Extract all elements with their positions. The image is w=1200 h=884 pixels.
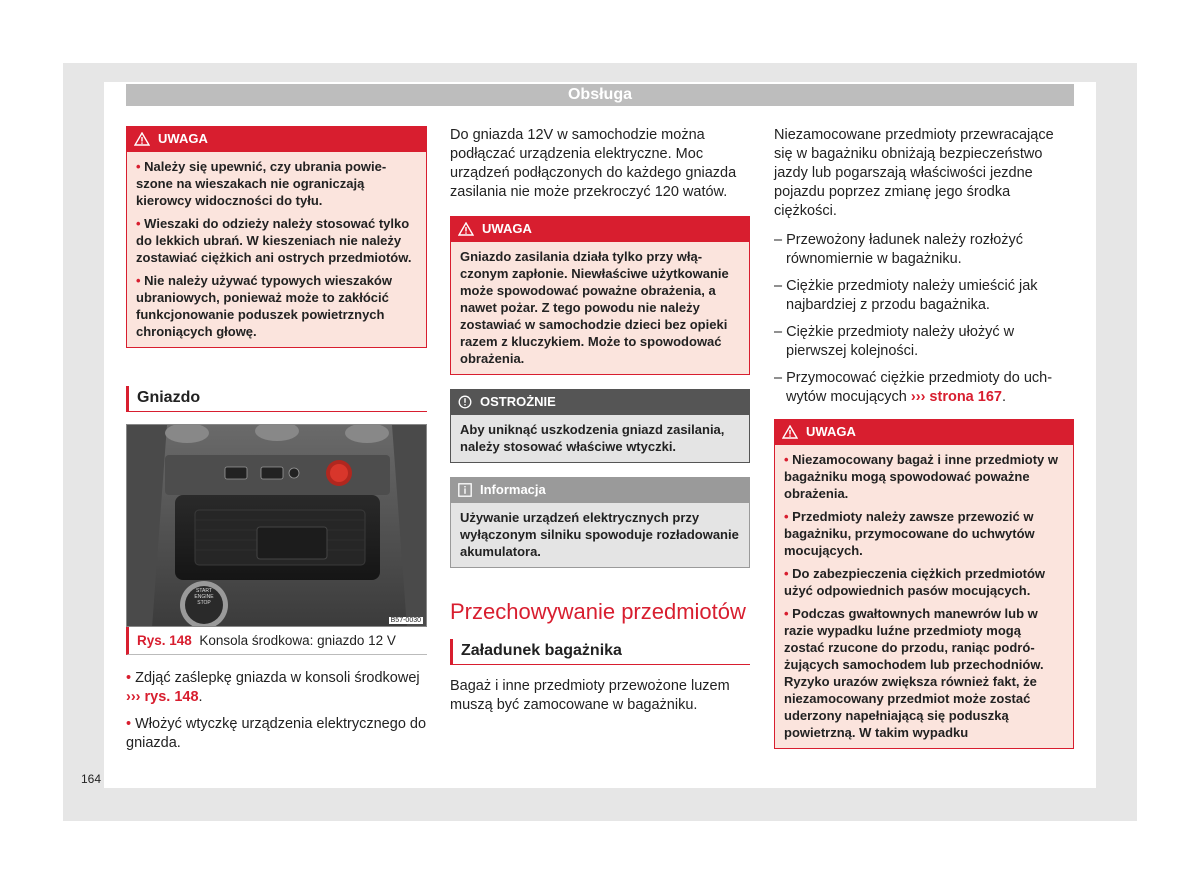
info-title: Informacja [480,482,546,497]
warning-item: • Podczas gwałtownych manewrów lub w razie wypadku luźne przedmioty mogą zostać rzucone do przodu, raniąc podróżujących samochodem lub przechodniów. Ryzyko urazów zwiększa również fakt, że niezamocowany przedmiot może zostać uderzony napełniającą się poduszką powietrzną. W takim wypadku [784,606,1044,740]
figure-caption-text: Konsola środkowa: gniazdo 12 V [199,633,396,648]
figure-console-socket: START ENGINE STOP B57-0030 [126,424,427,627]
intro-paragraph: Do gniazda 12V w samochodzie można podłączać urządzenia elektryczne. Moc urządzeń podłączonych do każdego gniazda zasilania nie może przekroczyć 120 watów. [450,127,737,200]
warning-item: • Niezamocowany bagaż i inne przedmioty w bagażniku mogą spowodować poważne obrażenia. [784,452,1059,501]
info-square-icon [458,483,472,497]
warning-item: • Do zabezpieczenia ciężkich przedmiotów użyć odpowiednich pasów mocujących. [784,566,1046,598]
body-paragraph: Bagaż i inne przedmioty przewożone luzem muszą być zamocowane w bagażniku. [450,678,730,713]
warning-item: • Nie należy używać typowych wieszaków ubraniowych, ponieważ może to zakłócić funkcjonowanie poduszek powietrznych chroniących głowę. [136,273,392,339]
warning-triangle-icon [134,132,150,146]
warning-title: UWAGA [158,131,208,146]
list-item: – Ciężkie przedmioty należy umieścić jak najbardziej z przodu bagażnika. [774,278,1038,313]
caution-text: Aby uniknąć uszkodzenia gniazd zasilania, należy stosować właściwe wtyczki. [450,415,750,463]
warning-title: UWAGA [806,424,856,439]
intro-paragraph: Niezamocowane przedmioty przewracające się w bagażniku obniżają bezpieczeństwo jazdy lub pogarszają właściwości jezdne pojazdu poprzez zmianę jego środka ciężkości. [774,127,1054,219]
warning-box [450,216,750,375]
warning-item: • Wieszaki do odzieży należy stosować tylko do lekkich ubrań. W kieszeniach nie należy zostawiać ciężkich ani ostrych przedmiotów. [136,216,412,265]
page-number: 164 [81,772,102,786]
figure-caption [126,627,427,655]
list-item: • Zdjąć zaślepkę gniazda w konsoli środkowej ››› rys. 148. [126,670,420,705]
info-text: Używanie urządzeń elektrycznych przy wyłączonym silniku spowoduje rozładowanie akumulatora. [450,503,750,568]
figure-code: B57-0030 [390,617,421,624]
figure-link[interactable]: ››› rys. 148 [126,689,199,705]
column-2 [450,126,750,727]
console-illustration [127,425,427,627]
chapter-title: Przechowywanie przedmiotów [450,599,746,624]
caution-box [450,389,750,463]
caution-title: OSTROŻNIE [480,394,556,409]
list-item: – Ciężkie przedmioty należy ułożyć w pierwszej kolejności. [774,324,1015,359]
chapter-header: Obsługa [126,84,1074,106]
column-1 [126,126,427,765]
warning-box [774,419,1074,749]
figure-caption-label: Rys. 148 [137,633,192,648]
warning-text: Gniazdo zasilania działa tylko przy włączonym zapłonie. Niewłaściwe użytkowanie może spowodować poważne obrażenia, a nawet pożar. Z tego powodu nie należy zostawiać w samochodzie dzieci bez opieki razem z kluczykiem. Może to spowodować obrażenia. [450,242,750,375]
section-title-gniazdo: Gniazdo [126,386,427,412]
list-item: – Przymocować ciężkie przedmioty do uchwytów mocujących ››› strona 167. [774,370,1053,405]
warning-box [126,126,427,348]
warning-item: • Należy się upewnić, czy ubrania powieszone na wieszakach nie ograniczają kierowcy widoczności do tyłu. [136,159,387,208]
warning-item: • Przedmioty należy zawsze przewozić w bagażniku, przymocowane do uchwytów mocujących. [784,509,1035,558]
info-box [450,477,750,568]
page-link[interactable]: ››› strona 167 [910,389,1002,405]
warning-triangle-icon [782,425,798,439]
subsection-title: Załadunek bagażnika [450,639,750,665]
column-3 [774,126,1074,763]
warning-title: UWAGA [482,221,532,236]
list-item: – Przewożony ładunek należy rozłożyć równomiernie w bagażniku. [774,232,1024,267]
info-circle-icon [458,395,472,409]
warning-triangle-icon [458,222,474,236]
list-item: • Włożyć wtyczkę urządzenia elektrycznego do gniazda. [126,716,427,751]
start-button-label: START [196,588,212,594]
